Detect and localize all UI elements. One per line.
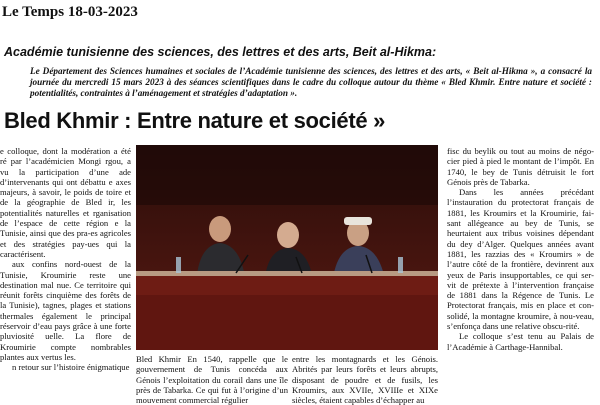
publication-name: Le Temps [2,4,65,20]
publication-date: 18-03-2023 [67,4,138,20]
article-column-2 [136,354,288,405]
masthead [2,4,138,21]
panel-photo-illustration [136,145,438,350]
paragraph: aux confins nord-ouest de la Tunisie, Kroumirie reste une destination mal nue. Ce territoire qui réunit forêts cinquième des forêts de la Tunisie), tagnes, plages et stations thermales également le principal réservoir d’eau pays grâce à une forte pluviosité uelle. La flore de Kroumirie compte nombrables plantes aux vertus les. [0,259,131,362]
paragraph: Dans les années précédant l’instauration du protectorat français de 1881, les Kroumirs et la Kroumirie, fai-sant allégeance au bey de Tunis, se heurtaient aux tribus voisines dépendant du dey d’Alger. Quelques années avant 1881, les razzias des « Kroumirs » de l’autre côté de la frontière, devinrent aux yeux de Paris insupportables, ce qui ser-vit de prétexte à l’intervention française de 1881 dans la Régence de Tunis. Le Protectorat français, mis en place et con-solidé, la montagne kroumire, à nou-veau, s’enfonça dans une relative obscu-rité. [447,187,594,332]
paragraph: fisc du beylik ou tout au moins de négo-cier pied à pied le montant de l’impôt. En 1740, le bey de Tunis détruisit le fort Génois près de Tabarka. [447,146,594,187]
paragraph: n retour sur l’histoire énigmatique [12,362,130,373]
article-column-1 [0,146,131,373]
lead-paragraph: Le Département des Sciences humaines et sociales de l’Académie tunisienne des sciences, des lettres et des arts, « Beit al-Hikma », a consacré la journée du mercredi 15 mars 2023 à des séances scientifiques dans le cadre du colloque autour du thème « Bled Khmir. Entre nature et société : potentialités, contraintes à l’aménagement et stratégies d’adaptation ». [30,66,592,98]
event-photo [136,145,438,350]
kicker: Académie tunisienne des sciences, des lettres et des arts, Beit al-Hikma: [4,45,437,59]
paragraph: e colloque, dont la modération a été ré par l’académicien Mongi rgou, a vu la participation d’une ade d’intervenants qui ont débattu e axes majeurs, à savoir, le poids de toire et de la géographie de Bled ir, les potentialités naturelles et rganisation de l’espace de cette région e la Tunisie, ainsi que des pra-es agricoles et des stratégies pay-ues qui la caractérisent. [0,146,131,259]
paragraph: Bled Khmir En 1540, rappelle que le gouvernement de Tunis concéda aux Génois l’exploitation du corail dans une île près de Tabarka. Ce qui fut à l’origine d’un mouvement commercial régulier [136,354,288,405]
article-column-4 [447,146,594,352]
headline: Bled Khmir : Entre nature et société » [4,108,386,133]
paragraph: entre les montagnards et les Génois. Abrités par leurs forêts et leurs abrupts, disposant de poudre et de fusils, les Kroumirs, aux XVIIe, XVIIIe et XIXe siècles, étaient capables d’échapper au [292,354,438,405]
article-column-3 [292,354,438,405]
paragraph: Le colloque s’est tenu au Palais de l’Académie à Carthage-Hannibal. [447,331,594,352]
